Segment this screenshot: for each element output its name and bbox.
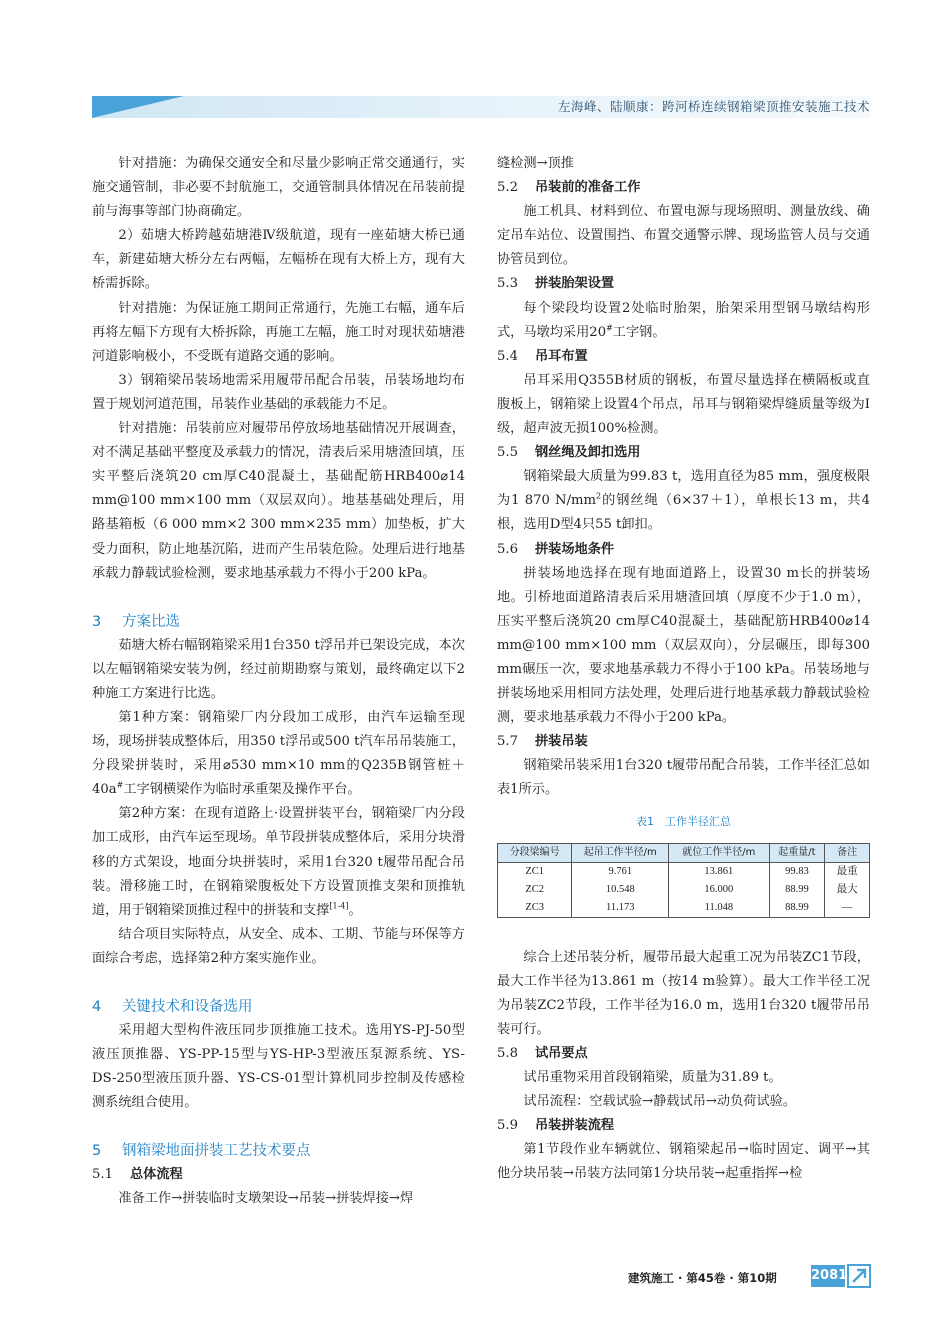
left-column — [92, 152, 465, 1212]
subsection-heading-5-8: 5.8 试吊要点 — [497, 1045, 588, 1061]
arrow-icon — [847, 1264, 871, 1288]
paragraph: 钢箱梁吊装采用1台320 t履带吊配合吊装，工作半径汇总如表1所示。 — [497, 758, 870, 798]
table-cell: ZC3 — [498, 899, 572, 918]
section-number: 3 — [92, 613, 102, 630]
table-cell: 88.99 — [769, 899, 825, 918]
subsection-heading-5-7: 5.7 拼装吊装 — [497, 734, 588, 750]
subsection-heading-5-2: 5.2 吊装前的准备工作 — [497, 180, 641, 196]
paragraph: 第1节段作业车辆就位、钢箱梁起吊→临时固定、调平→其他分块吊装→吊装方法同第1分块吊装→起重指挥→检 — [497, 1142, 870, 1182]
table-cell: 11.173 — [572, 899, 669, 918]
paragraph: 第1种方案：钢箱梁厂内分段加工成形，由汽车运输至现场，现场拼装成整体后，用350 t浮吊或500 t汽车吊吊装施工，分段梁拼装时，采用⌀530 mm×10 mm的Q235B钢管桩＋40a#工字钢横梁作为临时承重架及操作平台。 — [92, 709, 465, 798]
paragraph: 茹塘大桥右幅钢箱梁采用1台350 t浮吊并已架设完成，本次以左幅钢箱梁安装为例，经过前期勘察与策划，最终确定以下2种施工方案进行比选。 — [92, 637, 465, 701]
table-cell: 99.83 — [769, 862, 825, 881]
paragraph: 施工机具、材料到位、布置电源与现场照明、测量放线、确定吊车站位、设置围挡、布置交通警示牌、现场监管人员与交通协管员到位。 — [497, 204, 870, 268]
paragraph: 准备工作→拼装临时支墩架设→吊装→拼装焊接→焊 — [118, 1191, 414, 1207]
section-heading-3 — [92, 610, 465, 634]
table-cell: 最大 — [825, 881, 870, 899]
running-header-title: 左海峰、陆顺康：跨河桥连续钢箱梁顶推安装施工技术 — [557, 99, 870, 114]
table-header-cell: 就位工作半径/m — [669, 843, 769, 862]
paragraph: 针对措施：为保证施工期间正常通行，先施工右幅，通车后再将左幅下方现有大桥拆除，再施工左幅，施工时对现状茹塘港河道影响极小，不受既有道路交通的影响。 — [92, 300, 465, 364]
table-header-cell: 起重量/t — [769, 843, 825, 862]
paragraph: 综合上述吊装分析，履带吊最大起重工况为吊装ZC1节段，最大工作半径为13.861 m（按14 m验算）。最大工作半径工况为吊装ZC2节段，工作半径为16.0 m，选用1台320 t履带吊吊装可行。 — [497, 949, 870, 1037]
table-cell: 最重 — [825, 862, 870, 881]
header-accent-wedge — [92, 96, 184, 118]
table-header-cell: 分段梁编号 — [498, 843, 572, 862]
journal-footer: 建筑施工 · 第45卷 · 第10期 — [628, 1271, 777, 1285]
subsection-heading-5-3: 5.3 拼装胎架设置 — [497, 276, 615, 292]
table-row — [498, 899, 870, 918]
subsection-heading-5-1: 5.1 总体流程 — [92, 1167, 183, 1183]
paragraph: 3）钢箱梁吊装场地需采用履带吊配合吊装，吊装场地均布置于规划河道范围，吊装作业基础的承载能力不足。 — [92, 372, 465, 412]
right-column — [497, 152, 870, 1186]
table-cell: 13.861 — [669, 862, 769, 881]
subsection-heading-5-5: 5.5 钢丝绳及卸扣选用 — [497, 445, 641, 461]
paragraph: 2）茹塘大桥跨越茹塘港Ⅳ级航道，现有一座茹塘大桥已通车，新建茹塘大桥分左右两幅，左幅桥在现有大桥上方，现有大桥需拆除。 — [92, 228, 465, 292]
table-cell: 16.000 — [669, 881, 769, 899]
section-heading-5 — [92, 1139, 465, 1163]
table-cell: 10.548 — [572, 881, 669, 899]
paragraph: 采用超大型构件液压同步顶推施工技术。选用YS-PJ-50型液压顶推器、YS-PP-15型与YS-HP-3型液压泵源系统、YS-DS-250型液压顶升器、YS-CS-01型计算机同步控制及传感检测系统组合使用。 — [92, 1023, 465, 1111]
subsection-heading-5-4: 5.4 吊耳布置 — [497, 348, 588, 364]
work-radius-table — [497, 843, 870, 918]
paragraph: 拼装场地选择在现有地面道路上，设置30 m长的拼装场地。引桥地面道路清表后采用塘渣回填（厚度不少于1.0 m），压实平整后浇筑20 cm厚C40混凝土，基础配筋HRB400⌀14 mm@100 mm×100 mm（双层双向），分层碾压，即每300 mm碾压一次，要求地基承载力不得小于100 kPa。吊装场地与拼装场地采用相同方法处理，处理后进行地基承载力静载试验检测，要求地基承载力不得小于200 kPa。 — [497, 565, 870, 726]
paragraph: 钢箱梁最大质量为99.83 t，选用直径为85 mm，强度极限为1 870 $N/mm^2$的钢丝绳（6×37＋1），单根长13 m，共4根，选用D型4只55 t卸扣。 — [497, 469, 870, 533]
paragraph: 结合项目实际特点，从安全、成本、工期、节能与环保等方面综合考虑，选择第2种方案实施作业。 — [92, 926, 465, 966]
table-header-cell: 备注 — [825, 843, 870, 862]
paragraph: 试吊重物采用首段钢箱梁，质量为31.89 t。 — [523, 1070, 782, 1085]
table-cell: ZC2 — [498, 881, 572, 899]
table-cell: — — [825, 899, 870, 918]
section-number: 5 — [92, 1143, 102, 1160]
paragraph: 试吊流程：空载试验→静载试吊→动负荷试验。 — [523, 1094, 797, 1110]
table-header-row — [498, 843, 870, 862]
table-caption: 表1 工作半径汇总 — [636, 814, 731, 828]
table-cell: 9.761 — [572, 862, 669, 881]
paragraph: 针对措施：吊装前应对履带吊停放场地基础情况开展调查，对不满足基础平整度及承载力的情况，清表后采用塘渣回填，压实平整后浇筑20 cm厚C40混凝土，基础配筋HRB400⌀14 mm@100 mm×100 mm（双层双向）。地基基础处理后，用路基箱板（6 000 mm×2 300 mm×235 mm）加垫板，扩大受力面积，防止地基沉陷，进而产生吊装危险。处理后进行地基承载力静载试验检测，要求地基承载力不得小于200 kPa。 — [92, 421, 465, 581]
paragraph: 针对措施：为确保交通安全和尽量少影响正常交通通行，实施交通管制，非必要不封航施工，交通管制具体情况在吊装前提前与海事等部门协商确定。 — [92, 156, 465, 220]
page-number: 2081 — [811, 1265, 845, 1287]
table-cell: ZC1 — [498, 862, 572, 881]
citation: [1-4] — [329, 901, 349, 911]
subsection-heading-5-6: 5.6 拼装场地条件 — [497, 541, 615, 557]
paragraph: 缝检测→顶推 — [497, 156, 574, 171]
table-cell: 11.048 — [669, 899, 769, 918]
paragraph: 吊耳采用Q355B材质的钢板，布置尽量选择在横隔板或直腹板上，钢箱梁上设置4个吊点，吊耳与钢箱梁焊缝质量等级为Ⅰ级，超声波无损100%检测。 — [497, 372, 870, 437]
section-title: 钢箱梁地面拼装工艺技术要点 — [122, 1143, 311, 1160]
table-row — [498, 881, 870, 899]
table-row — [498, 862, 870, 881]
section-heading-4 — [92, 995, 465, 1019]
table-header-cell: 起吊工作半径/m — [572, 843, 669, 862]
section-title: 方案比选 — [122, 613, 180, 630]
subsection-heading-5-9: 5.9 吊装拼装流程 — [497, 1118, 615, 1134]
section-title: 关键技术和设备选用 — [122, 999, 253, 1015]
paragraph: 每个梁段均设置2处临时胎架，胎架采用型钢马墩结构形式，马墩均采用20#工字钢。 — [497, 300, 870, 340]
paragraph: 第2种方案：在现有道路上·设置拼装平台，钢箱梁厂内分段加工成形，由汽车运至现场。单节段拼装成整体后，采用分块滑移的方式架设，地面分块拼装时，采用1台320 t履带吊配合吊装。滑移施工时，在钢箱梁腹板处下方设置顶推支架和顶推轨道，用于钢箱梁顶推过程中的拼装和支撑[1-4]。 — [92, 806, 465, 918]
table-cell: 88.99 — [769, 881, 825, 899]
section-number: 4 — [92, 999, 102, 1015]
